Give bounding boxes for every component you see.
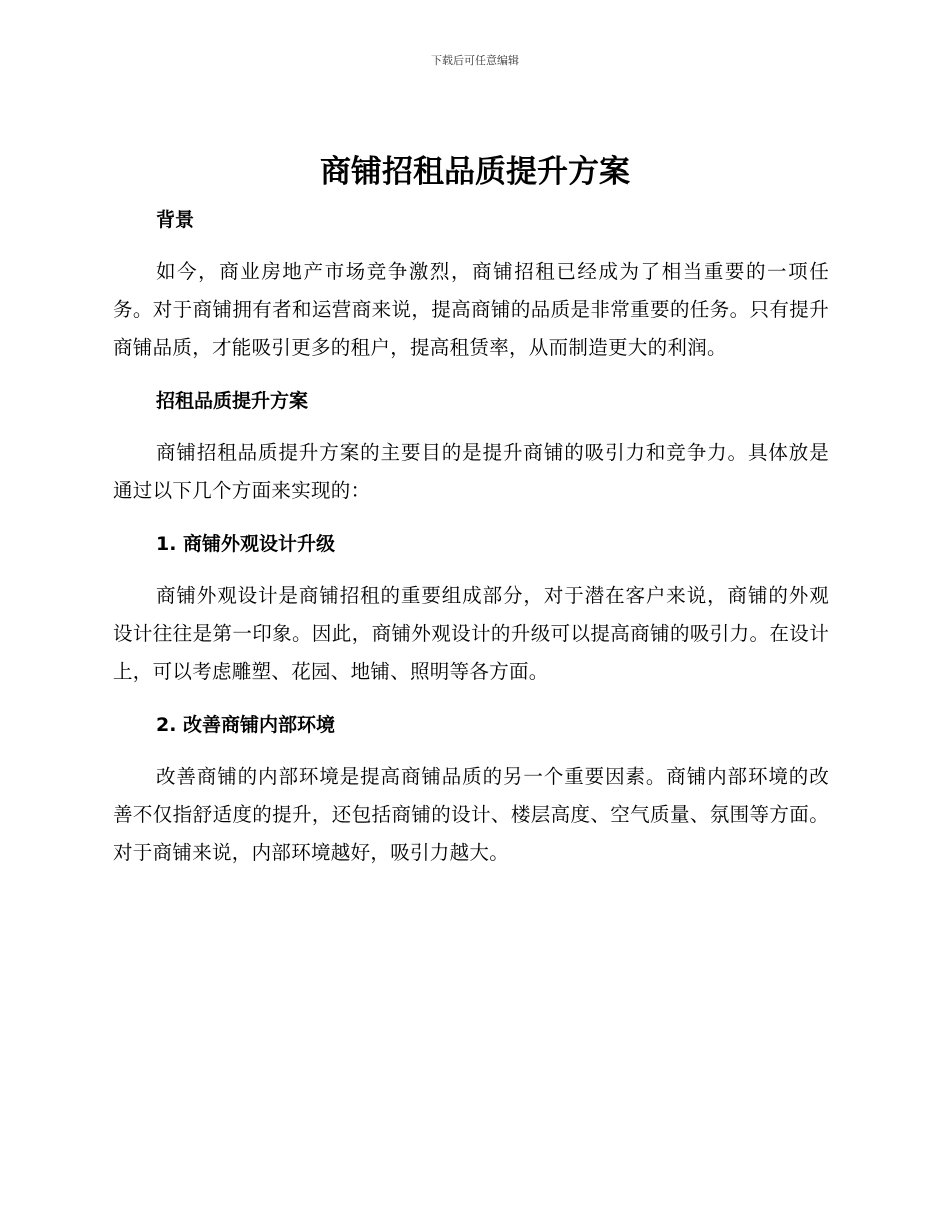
section-paragraph-background: 如今，商业房地产市场竞争激烈，商铺招租已经成为了相当重要的一项任务。对于商铺拥有者和运营商来说，提高商铺的品质是非常重要的任务。只有提升商铺品质，才能吸引更多的租户，提高租赁率，从而制造更大的利润。: [113, 260, 829, 359]
section-paragraph-item1: 商铺外观设计是商铺招租的重要组成部分，对于潜在客户来说，商铺的外观设计往往是第一印象。因此，商铺外观设计的升级可以提高商铺的吸引力。在设计上，可以考虑雕塑、花园、地铺、照明等各方面。: [113, 584, 829, 683]
section-heading-item1: 1. 商铺外观设计升级: [156, 533, 336, 555]
header-note: 下载后可任意编辑: [431, 54, 519, 67]
section-paragraph-plan: 商铺招租品质提升方案的主要目的是提升商铺的吸引力和竞争力。具体放是通过以下几个方面来实现的：: [113, 441, 829, 502]
document-body: [113, 200, 829, 872]
section-heading-plan: 招租品质提升方案: [156, 390, 309, 412]
document-title: 商铺招租品质提升方案: [320, 154, 630, 190]
section-heading-background: 背景: [156, 209, 195, 231]
section-paragraph-item2: 改善商铺的内部环境是提高商铺品质的另一个重要因素。商铺内部环境的改善不仅指舒适度的提升，还包括商铺的设计、楼层高度、空气质量、氛围等方面。对于商铺来说，内部环境越好，吸引力越大。: [113, 765, 829, 864]
section-heading-item2: 2. 改善商铺内部环境: [156, 714, 336, 736]
